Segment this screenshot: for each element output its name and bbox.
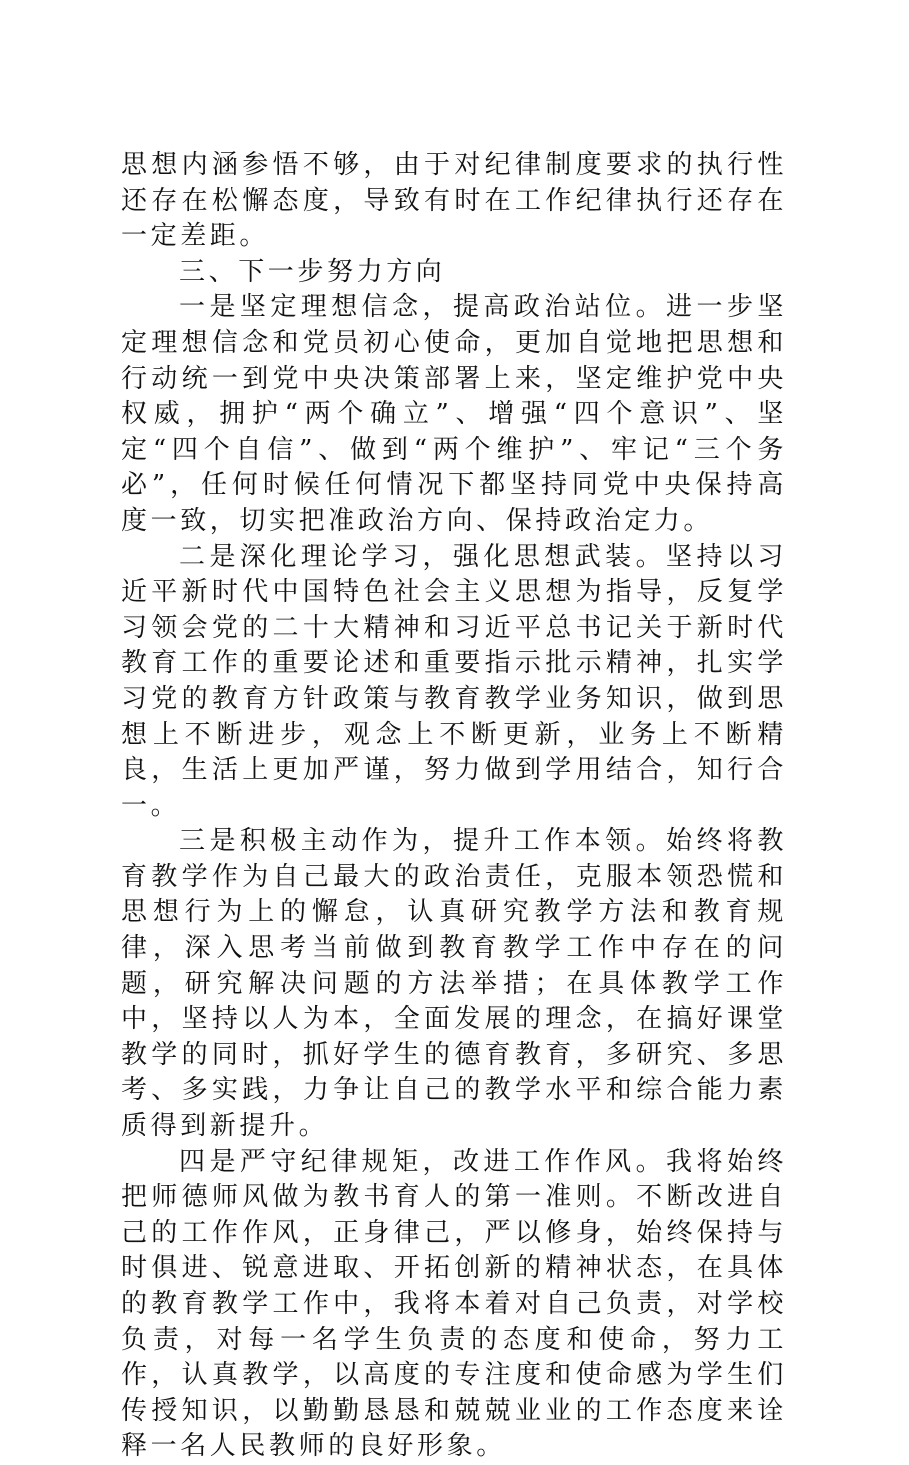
paragraph-ideals: 一是坚定理想信念，提高政治站位。进一步坚定理想信念和党员初心使命，更加自觉地把思想和行动统一到党中央决策部署上来，坚定维护党中央权威，拥护“两个确立”、增强“四个意识”、坚定“四个自信”、做到“两个维护”、牢记“三个务必”，任何时候任何情况下都坚持同党中央保持高度一致，切实把准政治方向、保持政治定力。 <box>121 292 787 536</box>
paragraph-continuation: 思想内涵参悟不够，由于对纪律制度要求的执行性还存在松懈态度，导致有时在工作纪律执行还存在一定差距。 <box>121 150 787 252</box>
document-body <box>121 148 787 1465</box>
paragraph-theory-study: 二是深化理论学习，强化思想武装。坚持以习近平新时代中国特色社会主义思想为指导，反复学习领会党的二十大精神和习近平总书记关于新时代教育工作的重要论述和重要指示批示精神，扎实学习党的教育方针政策与教育教学业务知识，做到思想上不断进步，观念上不断更新，业务上不断精良，生活上更加严谨，努力做到学用结合，知行合一。 <box>121 541 787 821</box>
paragraph-active-work: 三是积极主动作为，提升工作本领。始终将教育教学作为自己最大的政治责任，克服本领恐慌和思想行为上的懈怠，认真研究教学方法和教育规律，深入思考当前做到教育教学工作中存在的问题，研究解决问题的方法举措；在具体教学工作中，坚持以人为本，全面发展的理念，在搞好课堂教学的同时，抓好学生的德育教育，多研究、多思考、多实践，力争让自己的教学水平和综合能力素质得到新提升。 <box>121 826 787 1142</box>
section-heading: 三、下一步努力方向 <box>179 256 446 287</box>
paragraph-discipline: 四是严守纪律规矩，改进工作作风。我将始终把师德师风做为教书育人的第一准则。不断改进自己的工作作风，正身律己，严以修身，始终保持与时俱进、锐意进取、开拓创新的精神状态，在具体的教育教学工作中，我将本着对自己负责，对学校负责，对每一名学生负责的态度和使命，努力工作，认真教学，以高度的专注度和使命感为学生们传授知识，以勤勤恳恳和兢兢业业的工作态度来诠释一名人民教师的良好形象。 <box>121 1146 787 1462</box>
